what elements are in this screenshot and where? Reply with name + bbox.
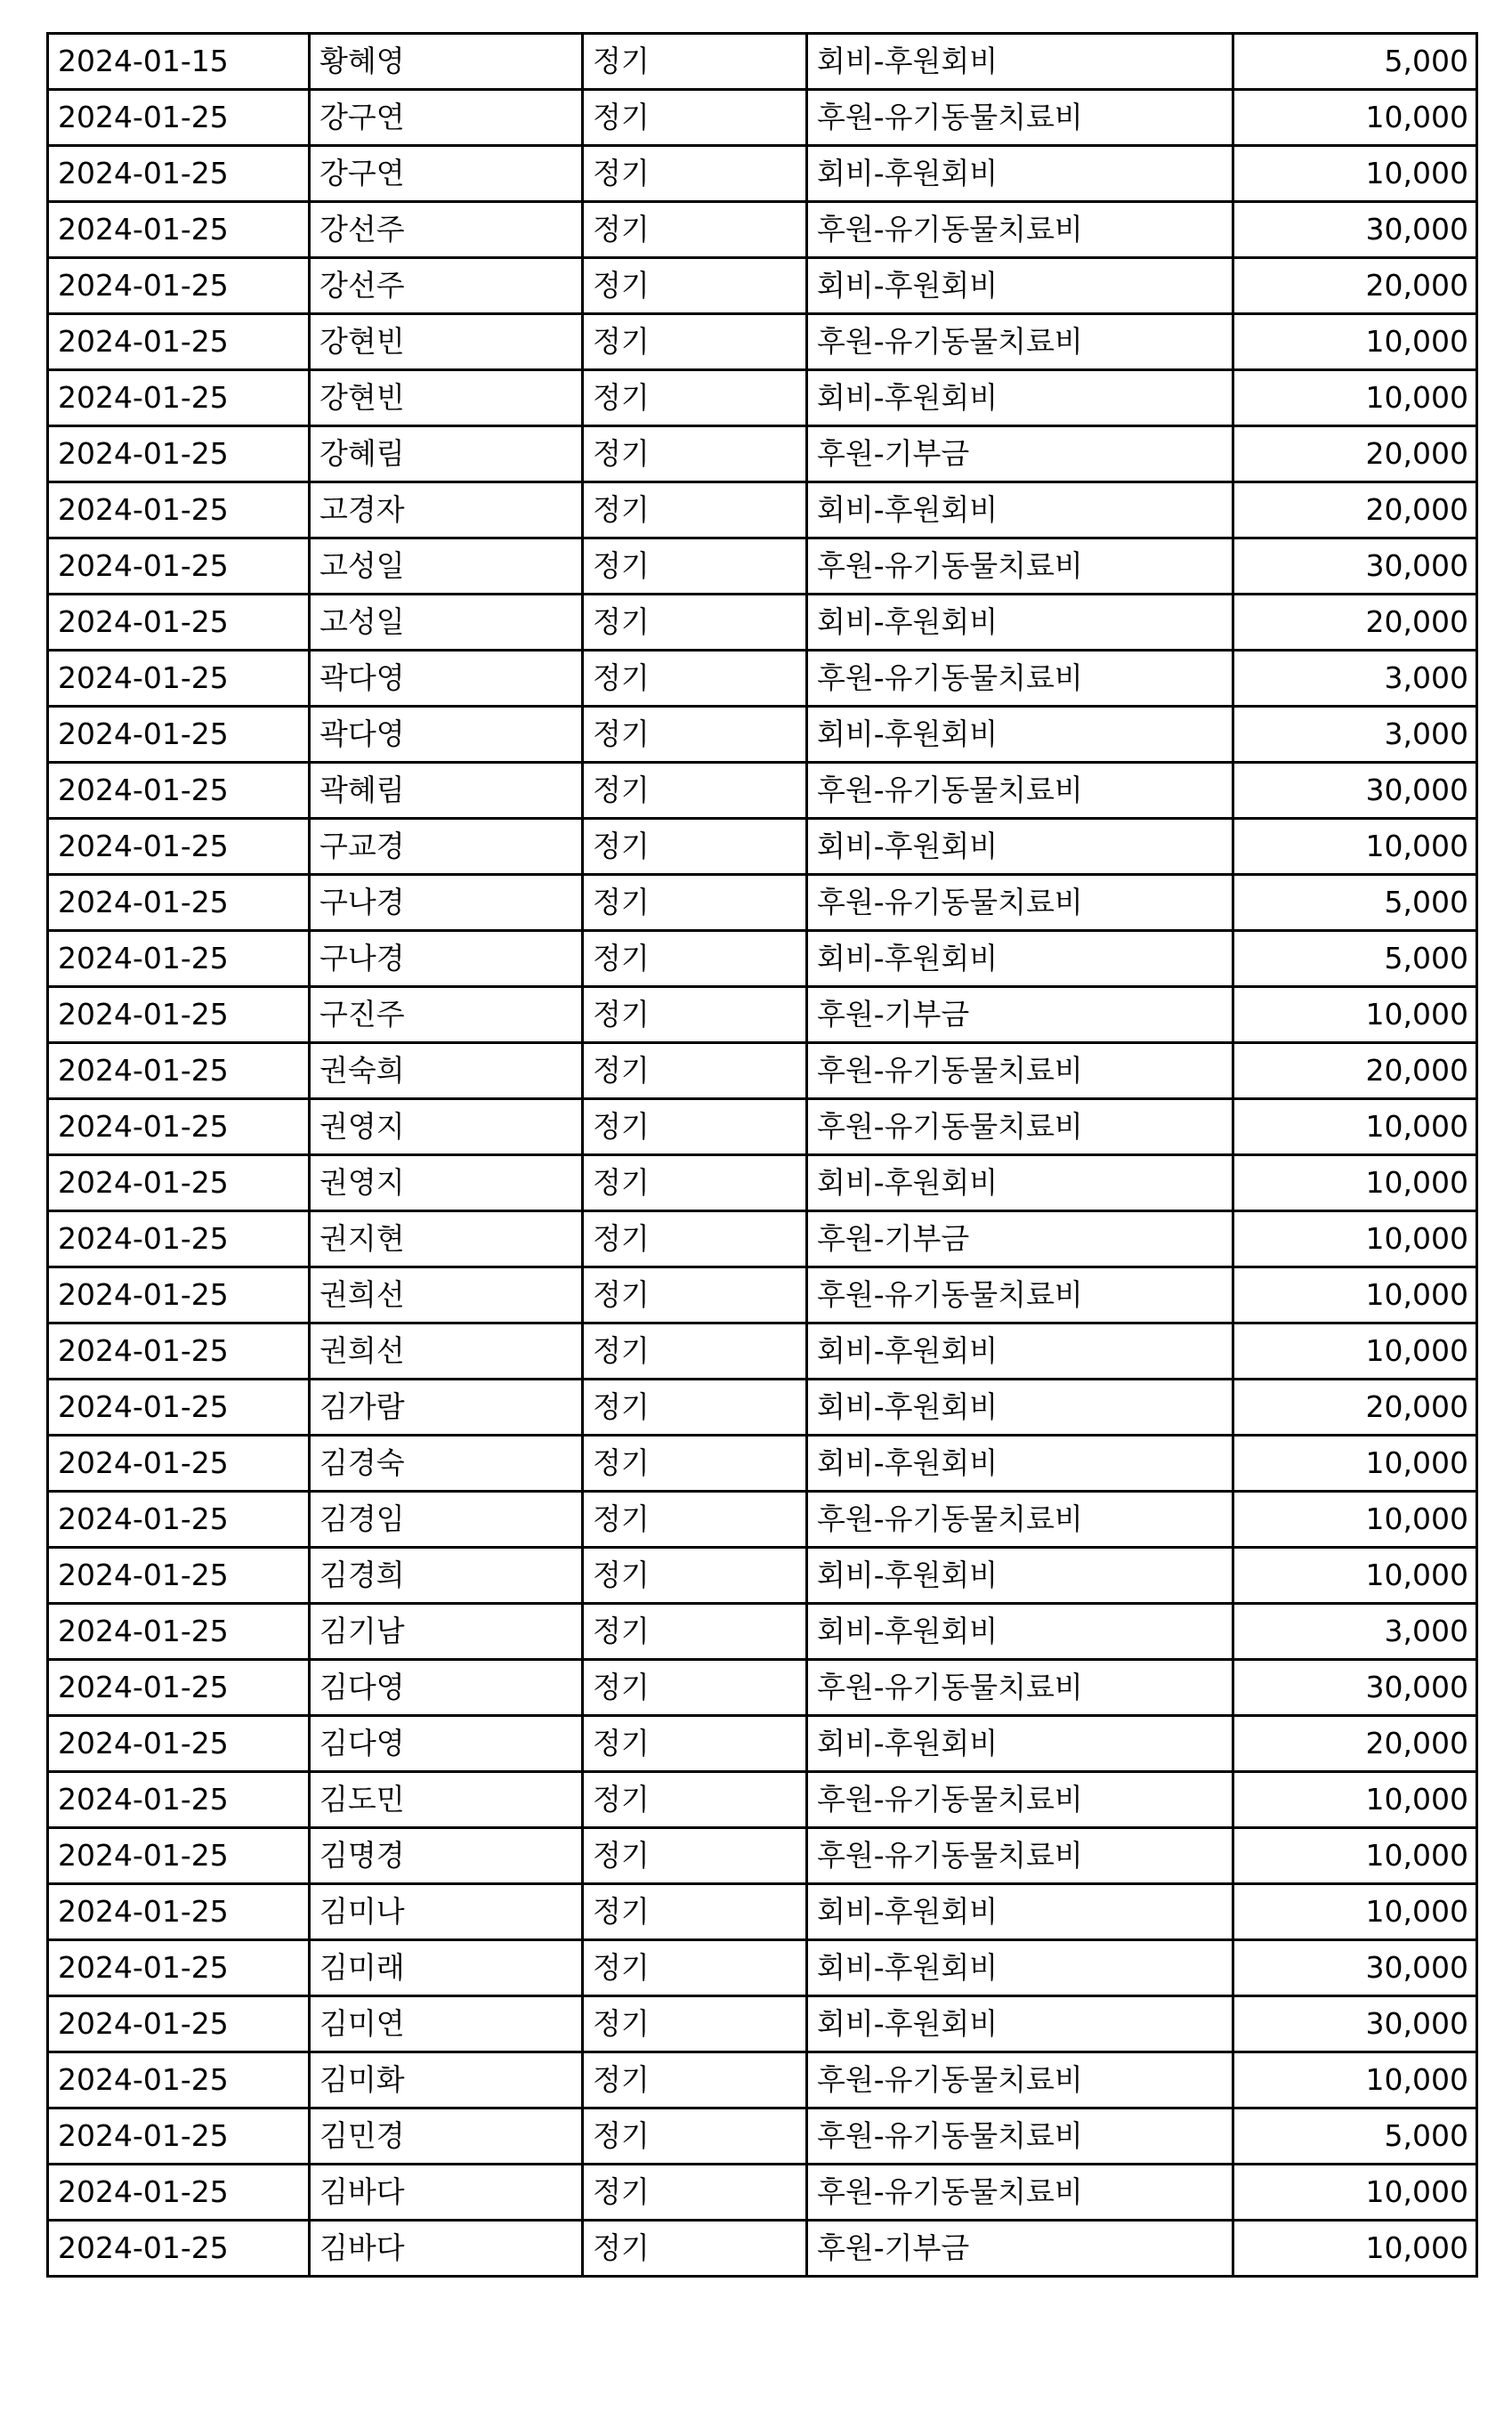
date-cell: 2024-01-25 <box>48 1155 310 1211</box>
type-cell: 정기 <box>583 1716 807 1772</box>
type-cell: 정기 <box>583 314 807 370</box>
name-cell: 김바다 <box>310 2221 583 2277</box>
type-cell: 정기 <box>583 819 807 875</box>
category-cell: 후원-기부금 <box>807 2221 1233 2277</box>
name-cell: 강선주 <box>310 202 583 258</box>
name-cell: 곽혜림 <box>310 763 583 819</box>
name-cell: 고경자 <box>310 482 583 538</box>
date-cell: 2024-01-25 <box>48 370 310 426</box>
type-cell: 정기 <box>583 1604 807 1660</box>
category-cell: 회비-후원회비 <box>807 1323 1233 1380</box>
table-row <box>48 1436 1477 1492</box>
date-cell: 2024-01-25 <box>48 1323 310 1380</box>
date-cell: 2024-01-25 <box>48 1211 310 1267</box>
date-cell: 2024-01-25 <box>48 707 310 763</box>
amount-cell: 10,000 <box>1233 819 1477 875</box>
table-row <box>48 651 1477 707</box>
table-row <box>48 1604 1477 1660</box>
table-row <box>48 2052 1477 2108</box>
date-cell: 2024-01-25 <box>48 1996 310 2052</box>
type-cell: 정기 <box>583 1492 807 1548</box>
name-cell: 김도민 <box>310 1772 583 1828</box>
category-cell: 후원-유기동물치료비 <box>807 1043 1233 1099</box>
type-cell: 정기 <box>583 1772 807 1828</box>
category-cell: 회비-후원회비 <box>807 1155 1233 1211</box>
date-cell: 2024-01-25 <box>48 314 310 370</box>
name-cell: 권숙희 <box>310 1043 583 1099</box>
category-cell: 회비-후원회비 <box>807 1716 1233 1772</box>
date-cell: 2024-01-25 <box>48 1940 310 1996</box>
table-row <box>48 34 1477 90</box>
table-row <box>48 2108 1477 2165</box>
amount-cell: 20,000 <box>1233 1716 1477 1772</box>
table-row <box>48 314 1477 370</box>
donation-ledger-table <box>46 32 1478 2278</box>
date-cell: 2024-01-25 <box>48 1436 310 1492</box>
type-cell: 정기 <box>583 707 807 763</box>
date-cell: 2024-01-25 <box>48 1716 310 1772</box>
category-cell: 후원-유기동물치료비 <box>807 2108 1233 2165</box>
date-cell: 2024-01-25 <box>48 426 310 482</box>
amount-cell: 5,000 <box>1233 2108 1477 2165</box>
type-cell: 정기 <box>583 1996 807 2052</box>
category-cell: 회비-후원회비 <box>807 1436 1233 1492</box>
table-row <box>48 595 1477 651</box>
table-row <box>48 482 1477 538</box>
table-row <box>48 1380 1477 1436</box>
table-row <box>48 146 1477 202</box>
date-cell: 2024-01-25 <box>48 1660 310 1716</box>
name-cell: 김경숙 <box>310 1436 583 1492</box>
table-row <box>48 1099 1477 1155</box>
amount-cell: 10,000 <box>1233 1323 1477 1380</box>
name-cell: 김미래 <box>310 1940 583 1996</box>
table-row <box>48 258 1477 314</box>
amount-cell: 30,000 <box>1233 1660 1477 1716</box>
name-cell: 곽다영 <box>310 651 583 707</box>
category-cell: 회비-후원회비 <box>807 1548 1233 1604</box>
name-cell: 권영지 <box>310 1099 583 1155</box>
type-cell: 정기 <box>583 1436 807 1492</box>
name-cell: 김다영 <box>310 1716 583 1772</box>
category-cell: 후원-유기동물치료비 <box>807 651 1233 707</box>
amount-cell: 30,000 <box>1233 1940 1477 1996</box>
type-cell: 정기 <box>583 1380 807 1436</box>
category-cell: 후원-유기동물치료비 <box>807 1660 1233 1716</box>
name-cell: 김다영 <box>310 1660 583 1716</box>
date-cell: 2024-01-25 <box>48 1828 310 1884</box>
category-cell: 후원-유기동물치료비 <box>807 1828 1233 1884</box>
amount-cell: 20,000 <box>1233 258 1477 314</box>
name-cell: 김가람 <box>310 1380 583 1436</box>
amount-cell: 10,000 <box>1233 2052 1477 2108</box>
table-row <box>48 1492 1477 1548</box>
table-row <box>48 1716 1477 1772</box>
type-cell: 정기 <box>583 987 807 1043</box>
category-cell: 회비-후원회비 <box>807 1884 1233 1940</box>
name-cell: 권영지 <box>310 1155 583 1211</box>
amount-cell: 20,000 <box>1233 482 1477 538</box>
category-cell: 회비-후원회비 <box>807 1940 1233 1996</box>
table-row <box>48 1211 1477 1267</box>
amount-cell: 10,000 <box>1233 314 1477 370</box>
type-cell: 정기 <box>583 1548 807 1604</box>
name-cell: 황혜영 <box>310 34 583 90</box>
type-cell: 정기 <box>583 34 807 90</box>
category-cell: 후원-기부금 <box>807 1211 1233 1267</box>
category-cell: 후원-유기동물치료비 <box>807 1267 1233 1323</box>
type-cell: 정기 <box>583 2052 807 2108</box>
type-cell: 정기 <box>583 1211 807 1267</box>
amount-cell: 20,000 <box>1233 426 1477 482</box>
ledger-body <box>48 34 1477 2277</box>
category-cell: 후원-기부금 <box>807 987 1233 1043</box>
type-cell: 정기 <box>583 875 807 931</box>
date-cell: 2024-01-25 <box>48 482 310 538</box>
name-cell: 고성일 <box>310 538 583 595</box>
table-row <box>48 2165 1477 2221</box>
name-cell: 구나경 <box>310 875 583 931</box>
date-cell: 2024-01-25 <box>48 1267 310 1323</box>
type-cell: 정기 <box>583 1828 807 1884</box>
table-row <box>48 707 1477 763</box>
table-row <box>48 1772 1477 1828</box>
date-cell: 2024-01-25 <box>48 1043 310 1099</box>
name-cell: 곽다영 <box>310 707 583 763</box>
date-cell: 2024-01-25 <box>48 763 310 819</box>
amount-cell: 30,000 <box>1233 1996 1477 2052</box>
type-cell: 정기 <box>583 651 807 707</box>
amount-cell: 3,000 <box>1233 1604 1477 1660</box>
date-cell: 2024-01-25 <box>48 2221 310 2277</box>
type-cell: 정기 <box>583 370 807 426</box>
table-row <box>48 1828 1477 1884</box>
amount-cell: 30,000 <box>1233 538 1477 595</box>
type-cell: 정기 <box>583 595 807 651</box>
amount-cell: 10,000 <box>1233 1492 1477 1548</box>
table-row <box>48 931 1477 987</box>
category-cell: 후원-기부금 <box>807 426 1233 482</box>
name-cell: 김미화 <box>310 2052 583 2108</box>
date-cell: 2024-01-25 <box>48 1099 310 1155</box>
type-cell: 정기 <box>583 763 807 819</box>
name-cell: 권지현 <box>310 1211 583 1267</box>
date-cell: 2024-01-25 <box>48 987 310 1043</box>
category-cell: 회비-후원회비 <box>807 1604 1233 1660</box>
name-cell: 김민경 <box>310 2108 583 2165</box>
type-cell: 정기 <box>583 1043 807 1099</box>
amount-cell: 10,000 <box>1233 1772 1477 1828</box>
date-cell: 2024-01-25 <box>48 651 310 707</box>
name-cell: 구교경 <box>310 819 583 875</box>
type-cell: 정기 <box>583 426 807 482</box>
amount-cell: 10,000 <box>1233 1828 1477 1884</box>
category-cell: 후원-유기동물치료비 <box>807 1099 1233 1155</box>
amount-cell: 10,000 <box>1233 1548 1477 1604</box>
table-row <box>48 987 1477 1043</box>
type-cell: 정기 <box>583 2165 807 2221</box>
name-cell: 구나경 <box>310 931 583 987</box>
category-cell: 후원-유기동물치료비 <box>807 538 1233 595</box>
date-cell: 2024-01-25 <box>48 2052 310 2108</box>
date-cell: 2024-01-25 <box>48 595 310 651</box>
name-cell: 강구연 <box>310 90 583 146</box>
amount-cell: 10,000 <box>1233 1436 1477 1492</box>
amount-cell: 10,000 <box>1233 1099 1477 1155</box>
category-cell: 회비-후원회비 <box>807 146 1233 202</box>
name-cell: 권희선 <box>310 1323 583 1380</box>
amount-cell: 10,000 <box>1233 1155 1477 1211</box>
amount-cell: 10,000 <box>1233 1267 1477 1323</box>
amount-cell: 10,000 <box>1233 370 1477 426</box>
category-cell: 후원-유기동물치료비 <box>807 1772 1233 1828</box>
table-row <box>48 1043 1477 1099</box>
category-cell: 회비-후원회비 <box>807 34 1233 90</box>
amount-cell: 5,000 <box>1233 34 1477 90</box>
type-cell: 정기 <box>583 1323 807 1380</box>
type-cell: 정기 <box>583 1660 807 1716</box>
table-row <box>48 819 1477 875</box>
category-cell: 회비-후원회비 <box>807 931 1233 987</box>
type-cell: 정기 <box>583 931 807 987</box>
amount-cell: 20,000 <box>1233 1043 1477 1099</box>
name-cell: 강혜림 <box>310 426 583 482</box>
category-cell: 회비-후원회비 <box>807 707 1233 763</box>
type-cell: 정기 <box>583 2108 807 2165</box>
table-row <box>48 1996 1477 2052</box>
type-cell: 정기 <box>583 1267 807 1323</box>
table-row <box>48 1155 1477 1211</box>
date-cell: 2024-01-25 <box>48 931 310 987</box>
name-cell: 김미연 <box>310 1996 583 2052</box>
category-cell: 회비-후원회비 <box>807 258 1233 314</box>
table-row <box>48 875 1477 931</box>
date-cell: 2024-01-25 <box>48 875 310 931</box>
date-cell: 2024-01-25 <box>48 819 310 875</box>
date-cell: 2024-01-25 <box>48 202 310 258</box>
date-cell: 2024-01-25 <box>48 1492 310 1548</box>
amount-cell: 5,000 <box>1233 875 1477 931</box>
amount-cell: 10,000 <box>1233 2165 1477 2221</box>
name-cell: 김경희 <box>310 1548 583 1604</box>
amount-cell: 10,000 <box>1233 2221 1477 2277</box>
date-cell: 2024-01-25 <box>48 1548 310 1604</box>
type-cell: 정기 <box>583 1940 807 1996</box>
category-cell: 후원-유기동물치료비 <box>807 202 1233 258</box>
category-cell: 후원-유기동물치료비 <box>807 875 1233 931</box>
table-row <box>48 1884 1477 1940</box>
category-cell: 후원-유기동물치료비 <box>807 763 1233 819</box>
category-cell: 회비-후원회비 <box>807 595 1233 651</box>
table-row <box>48 90 1477 146</box>
name-cell: 김경임 <box>310 1492 583 1548</box>
amount-cell: 10,000 <box>1233 1211 1477 1267</box>
type-cell: 정기 <box>583 538 807 595</box>
date-cell: 2024-01-15 <box>48 34 310 90</box>
table-row <box>48 202 1477 258</box>
category-cell: 회비-후원회비 <box>807 482 1233 538</box>
date-cell: 2024-01-25 <box>48 538 310 595</box>
category-cell: 후원-유기동물치료비 <box>807 314 1233 370</box>
name-cell: 강선주 <box>310 258 583 314</box>
date-cell: 2024-01-25 <box>48 90 310 146</box>
amount-cell: 5,000 <box>1233 931 1477 987</box>
name-cell: 고성일 <box>310 595 583 651</box>
date-cell: 2024-01-25 <box>48 1604 310 1660</box>
name-cell: 강현빈 <box>310 314 583 370</box>
table-row <box>48 1660 1477 1716</box>
table-row <box>48 1267 1477 1323</box>
type-cell: 정기 <box>583 202 807 258</box>
name-cell: 김명경 <box>310 1828 583 1884</box>
amount-cell: 30,000 <box>1233 763 1477 819</box>
amount-cell: 3,000 <box>1233 707 1477 763</box>
name-cell: 김기남 <box>310 1604 583 1660</box>
table-row <box>48 1548 1477 1604</box>
category-cell: 회비-후원회비 <box>807 1380 1233 1436</box>
category-cell: 후원-유기동물치료비 <box>807 1492 1233 1548</box>
type-cell: 정기 <box>583 1099 807 1155</box>
name-cell: 김미나 <box>310 1884 583 1940</box>
date-cell: 2024-01-25 <box>48 1884 310 1940</box>
date-cell: 2024-01-25 <box>48 2108 310 2165</box>
table-row <box>48 1940 1477 1996</box>
date-cell: 2024-01-25 <box>48 258 310 314</box>
amount-cell: 10,000 <box>1233 90 1477 146</box>
category-cell: 후원-유기동물치료비 <box>807 90 1233 146</box>
date-cell: 2024-01-25 <box>48 1772 310 1828</box>
table-row <box>48 763 1477 819</box>
table-row <box>48 370 1477 426</box>
date-cell: 2024-01-25 <box>48 146 310 202</box>
type-cell: 정기 <box>583 2221 807 2277</box>
table-row <box>48 538 1477 595</box>
name-cell: 강구연 <box>310 146 583 202</box>
date-cell: 2024-01-25 <box>48 2165 310 2221</box>
table-row <box>48 1323 1477 1380</box>
name-cell: 김바다 <box>310 2165 583 2221</box>
type-cell: 정기 <box>583 146 807 202</box>
type-cell: 정기 <box>583 1155 807 1211</box>
type-cell: 정기 <box>583 258 807 314</box>
category-cell: 후원-유기동물치료비 <box>807 2052 1233 2108</box>
table-row <box>48 426 1477 482</box>
amount-cell: 20,000 <box>1233 595 1477 651</box>
amount-cell: 30,000 <box>1233 202 1477 258</box>
amount-cell: 3,000 <box>1233 651 1477 707</box>
category-cell: 회비-후원회비 <box>807 370 1233 426</box>
amount-cell: 20,000 <box>1233 1380 1477 1436</box>
type-cell: 정기 <box>583 90 807 146</box>
name-cell: 구진주 <box>310 987 583 1043</box>
category-cell: 후원-유기동물치료비 <box>807 2165 1233 2221</box>
type-cell: 정기 <box>583 482 807 538</box>
amount-cell: 10,000 <box>1233 1884 1477 1940</box>
table-row <box>48 2221 1477 2277</box>
amount-cell: 10,000 <box>1233 987 1477 1043</box>
category-cell: 회비-후원회비 <box>807 1996 1233 2052</box>
type-cell: 정기 <box>583 1884 807 1940</box>
name-cell: 강현빈 <box>310 370 583 426</box>
category-cell: 회비-후원회비 <box>807 819 1233 875</box>
date-cell: 2024-01-25 <box>48 1380 310 1436</box>
name-cell: 권희선 <box>310 1267 583 1323</box>
amount-cell: 10,000 <box>1233 146 1477 202</box>
